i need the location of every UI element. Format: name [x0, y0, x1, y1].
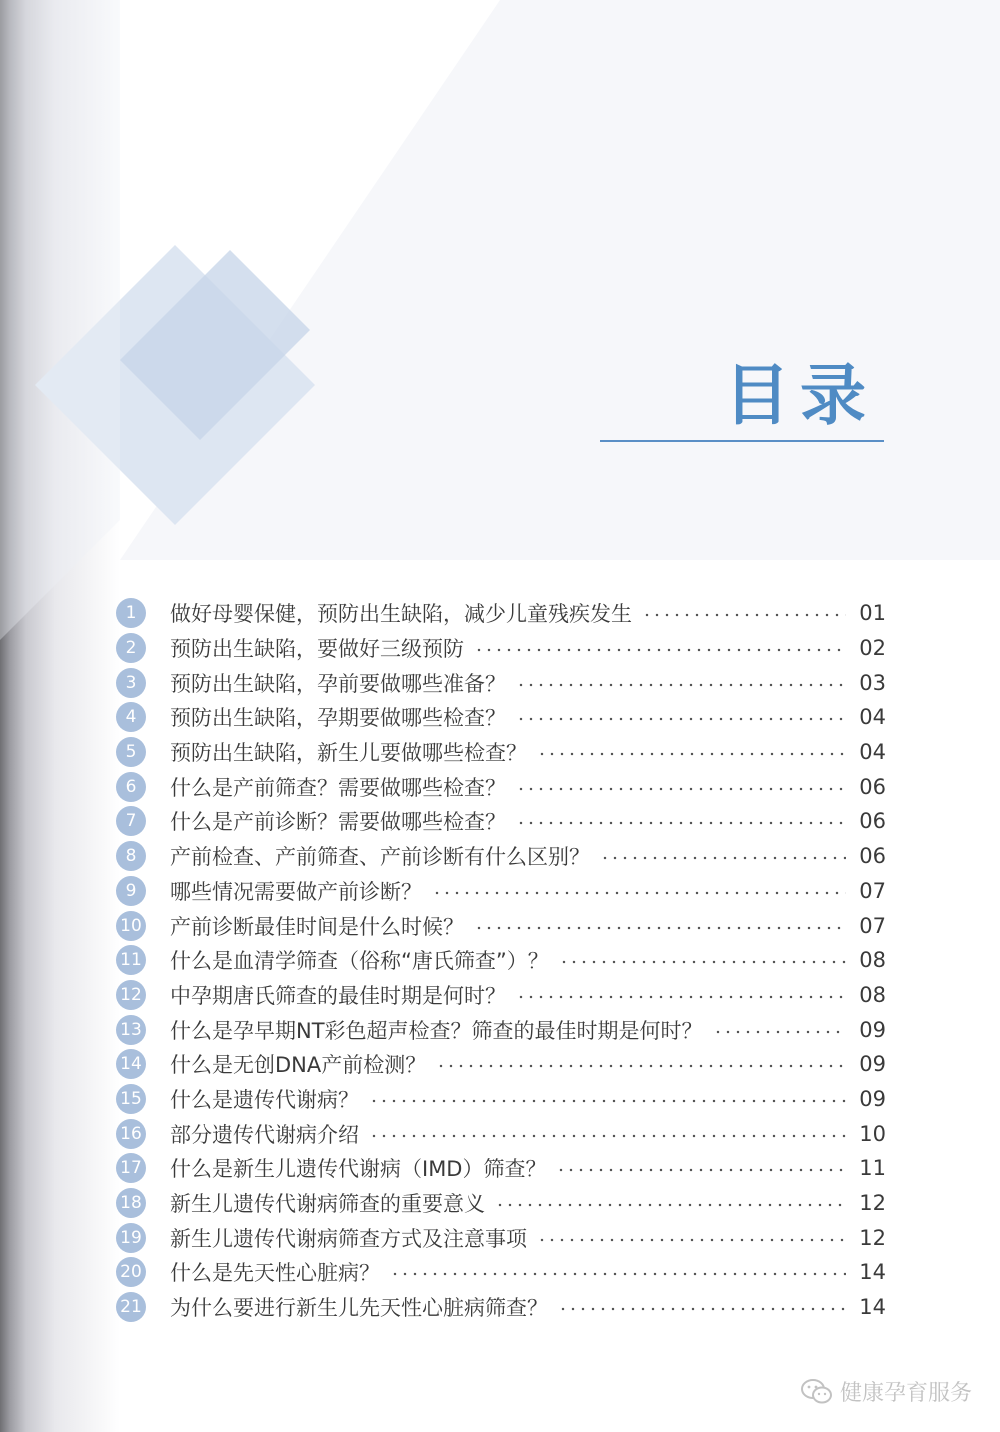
- table-of-contents: [116, 596, 886, 1324]
- toc-dot-leader: [516, 717, 846, 721]
- toc-item-title: 中孕期唐氏筛查的最佳时期是何时？: [170, 983, 506, 1008]
- toc-row[interactable]: [116, 804, 886, 839]
- toc-number-badge: 9: [116, 876, 146, 906]
- title-underline: [600, 440, 884, 442]
- toc-number-badge: 21: [116, 1292, 146, 1322]
- toc-item-title: 什么是孕早期NT彩色超声检查？筛查的最佳时期是何时？: [170, 1018, 703, 1043]
- toc-item-title: 什么是遗传代谢病？: [170, 1087, 359, 1112]
- toc-item-title: 预防出生缺陷，孕前要做哪些准备？: [170, 671, 506, 696]
- toc-dot-leader: [558, 1307, 846, 1311]
- toc-item-title: 新生儿遗传代谢病筛查方式及注意事项: [170, 1226, 527, 1251]
- toc-page-number: 14: [859, 1260, 886, 1285]
- toc-dot-leader: [537, 1238, 846, 1242]
- toc-page-number: 06: [859, 774, 886, 799]
- toc-number-badge: 17: [116, 1153, 146, 1183]
- toc-number-badge: 19: [116, 1223, 146, 1253]
- wechat-icon: [800, 1378, 834, 1406]
- toc-page-number: 01: [859, 601, 886, 626]
- toc-item-title: 产前诊断最佳时间是什么时候？: [170, 914, 464, 939]
- bg-fold: [0, 0, 120, 640]
- toc-number-badge: 1: [116, 598, 146, 628]
- toc-item-title: 什么是产前诊断？需要做哪些检查？: [170, 810, 506, 835]
- toc-number-badge: 5: [116, 737, 146, 767]
- toc-row[interactable]: [116, 769, 886, 804]
- toc-number-badge: 14: [116, 1049, 146, 1079]
- toc-number-badge: 8: [116, 841, 146, 871]
- page-title: 目录: [724, 357, 876, 434]
- toc-row[interactable]: [116, 596, 886, 631]
- toc-dot-leader: [516, 683, 846, 687]
- toc-page-number: 09: [859, 1086, 886, 1111]
- toc-item-title: 什么是血清学筛查（俗称“唐氏筛查”）？: [170, 949, 549, 974]
- toc-row[interactable]: [116, 1186, 886, 1221]
- toc-dot-leader: [516, 821, 846, 825]
- toc-row[interactable]: [116, 1082, 886, 1117]
- toc-page-number: 02: [859, 636, 886, 661]
- toc-dot-leader: [474, 648, 846, 652]
- toc-row[interactable]: [116, 1047, 886, 1082]
- toc-row[interactable]: [116, 1290, 886, 1325]
- toc-item-title: 为什么要进行新生儿先天性心脏病筛查？: [170, 1296, 548, 1321]
- toc-page-number: 11: [859, 1156, 886, 1181]
- toc-page-number: 14: [859, 1295, 886, 1320]
- toc-page-number: 08: [859, 982, 886, 1007]
- toc-dot-leader: [556, 1168, 846, 1172]
- toc-item-title: 新生儿遗传代谢病筛查的重要意义: [170, 1192, 485, 1217]
- toc-number-badge: 11: [116, 945, 146, 975]
- toc-item-title: 预防出生缺陷，孕期要做哪些检查？: [170, 706, 506, 731]
- toc-dot-leader: [390, 1272, 846, 1276]
- toc-page-number: 10: [859, 1121, 886, 1146]
- toc-dot-leader: [642, 613, 846, 617]
- toc-page-number: 09: [859, 1052, 886, 1077]
- toc-page-number: 08: [859, 948, 886, 973]
- toc-row[interactable]: [116, 665, 886, 700]
- toc-item-title: 产前检查、产前筛查、产前诊断有什么区别？: [170, 845, 590, 870]
- toc-number-badge: 2: [116, 633, 146, 663]
- toc-dot-leader: [369, 1099, 846, 1103]
- toc-page-number: 07: [859, 878, 886, 903]
- toc-dot-leader: [559, 960, 846, 964]
- toc-row[interactable]: [116, 943, 886, 978]
- toc-row[interactable]: [116, 1220, 886, 1255]
- toc-row[interactable]: [116, 1151, 886, 1186]
- toc-number-badge: 3: [116, 668, 146, 698]
- toc-row[interactable]: [116, 839, 886, 874]
- toc-row[interactable]: [116, 631, 886, 666]
- toc-dot-leader: [713, 1030, 846, 1034]
- toc-number-badge: 7: [116, 806, 146, 836]
- toc-dot-leader: [369, 1134, 846, 1138]
- toc-number-badge: 18: [116, 1188, 146, 1218]
- toc-item-title: 预防出生缺陷，要做好三级预防: [170, 637, 464, 662]
- toc-item-title: 什么是新生儿遗传代谢病（IMD）筛查？: [170, 1157, 547, 1182]
- toc-item-title: 什么是产前筛查？需要做哪些检查？: [170, 775, 506, 800]
- toc-page-number: 03: [859, 670, 886, 695]
- toc-item-title: 做好母婴保健，预防出生缺陷，减少儿童残疾发生: [170, 602, 632, 627]
- toc-row[interactable]: [116, 700, 886, 735]
- toc-number-badge: 20: [116, 1257, 146, 1287]
- toc-page-number: 04: [859, 740, 886, 765]
- toc-number-badge: 12: [116, 980, 146, 1010]
- toc-dot-leader: [432, 891, 846, 895]
- toc-dot-leader: [600, 856, 846, 860]
- toc-item-title: 什么是无创DNA产前检测？: [170, 1053, 427, 1078]
- toc-page-number: 06: [859, 844, 886, 869]
- toc-dot-leader: [474, 926, 846, 930]
- toc-number-badge: 6: [116, 772, 146, 802]
- toc-row[interactable]: [116, 874, 886, 909]
- toc-row[interactable]: [116, 1012, 886, 1047]
- toc-row[interactable]: [116, 1255, 886, 1290]
- toc-row[interactable]: [116, 1116, 886, 1151]
- toc-dot-leader: [516, 995, 846, 999]
- toc-item-title: 预防出生缺陷，新生儿要做哪些检查？: [170, 741, 527, 766]
- toc-page-number: 07: [859, 913, 886, 938]
- toc-number-badge: 16: [116, 1119, 146, 1149]
- toc-page-number: 12: [859, 1191, 886, 1216]
- toc-row[interactable]: [116, 908, 886, 943]
- toc-number-badge: 4: [116, 702, 146, 732]
- watermark: [800, 1376, 972, 1407]
- toc-page-number: 12: [859, 1225, 886, 1250]
- toc-row[interactable]: [116, 735, 886, 770]
- toc-dot-leader: [516, 787, 846, 791]
- toc-number-badge: 13: [116, 1015, 146, 1045]
- toc-number-badge: 10: [116, 911, 146, 941]
- toc-item-title: 什么是先天性心脏病？: [170, 1261, 380, 1286]
- toc-row[interactable]: [116, 978, 886, 1013]
- toc-page-number: 06: [859, 809, 886, 834]
- toc-item-title: 部分遗传代谢病介绍: [170, 1122, 359, 1147]
- toc-dot-leader: [537, 752, 846, 756]
- toc-page-number: 04: [859, 705, 886, 730]
- watermark-text: 健康孕育服务: [839, 1381, 972, 1406]
- toc-dot-leader: [495, 1203, 846, 1207]
- toc-item-title: 哪些情况需要做产前诊断？: [170, 879, 422, 904]
- toc-page-number: 09: [859, 1017, 886, 1042]
- toc-dot-leader: [436, 1064, 846, 1068]
- toc-number-badge: 15: [116, 1084, 146, 1114]
